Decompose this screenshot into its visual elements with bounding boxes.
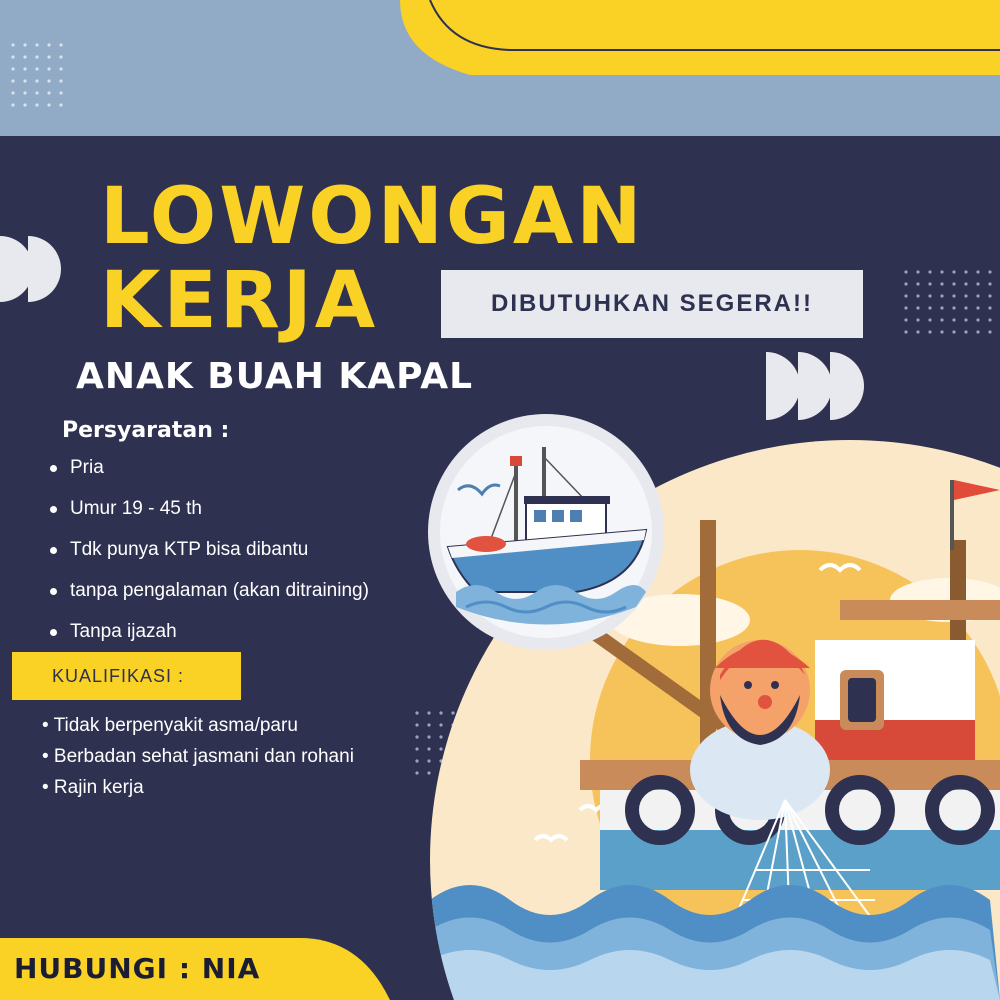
qualifications-heading: KUALIFIKASI :: [12, 652, 241, 700]
urgent-badge: DIBUTUHKAN SEGERA!!: [441, 270, 863, 338]
qualification-item: • Tidak berpenyakit asma/paru: [42, 715, 298, 736]
contact-text[interactable]: HUBUNGI : NIA: [14, 952, 261, 985]
requirements-list: [48, 452, 369, 657]
boat-badge-icon: [426, 412, 666, 652]
top-yellow-decoration: [0, 0, 1000, 140]
requirement-item: Pria: [48, 452, 369, 493]
requirement-item: tanpa pengalaman (akan ditraining): [48, 575, 369, 616]
requirement-item: Umur 19 - 45 th: [48, 493, 369, 534]
headline-line-1: LOWONGAN: [100, 172, 645, 262]
qualifications-list: [42, 710, 354, 803]
dots-pattern-right: [900, 268, 1000, 348]
qualification-item: • Berbadan sehat jasmani dan rohani: [42, 746, 354, 767]
qualification-item: • Rajin kerja: [42, 777, 144, 798]
requirements-heading: Persyaratan :: [62, 418, 230, 443]
requirement-item: Tdk punya KTP bisa dibantu: [48, 534, 369, 575]
position-title: ANAK BUAH KAPAL: [76, 356, 474, 397]
requirement-item: Tanpa ijazah: [48, 616, 369, 657]
dots-pattern-top: [8, 40, 68, 120]
arrow-chevrons-icon: [766, 352, 866, 420]
chevron-left-icon: [0, 236, 64, 302]
headline-line-2: KERJA: [100, 256, 379, 346]
